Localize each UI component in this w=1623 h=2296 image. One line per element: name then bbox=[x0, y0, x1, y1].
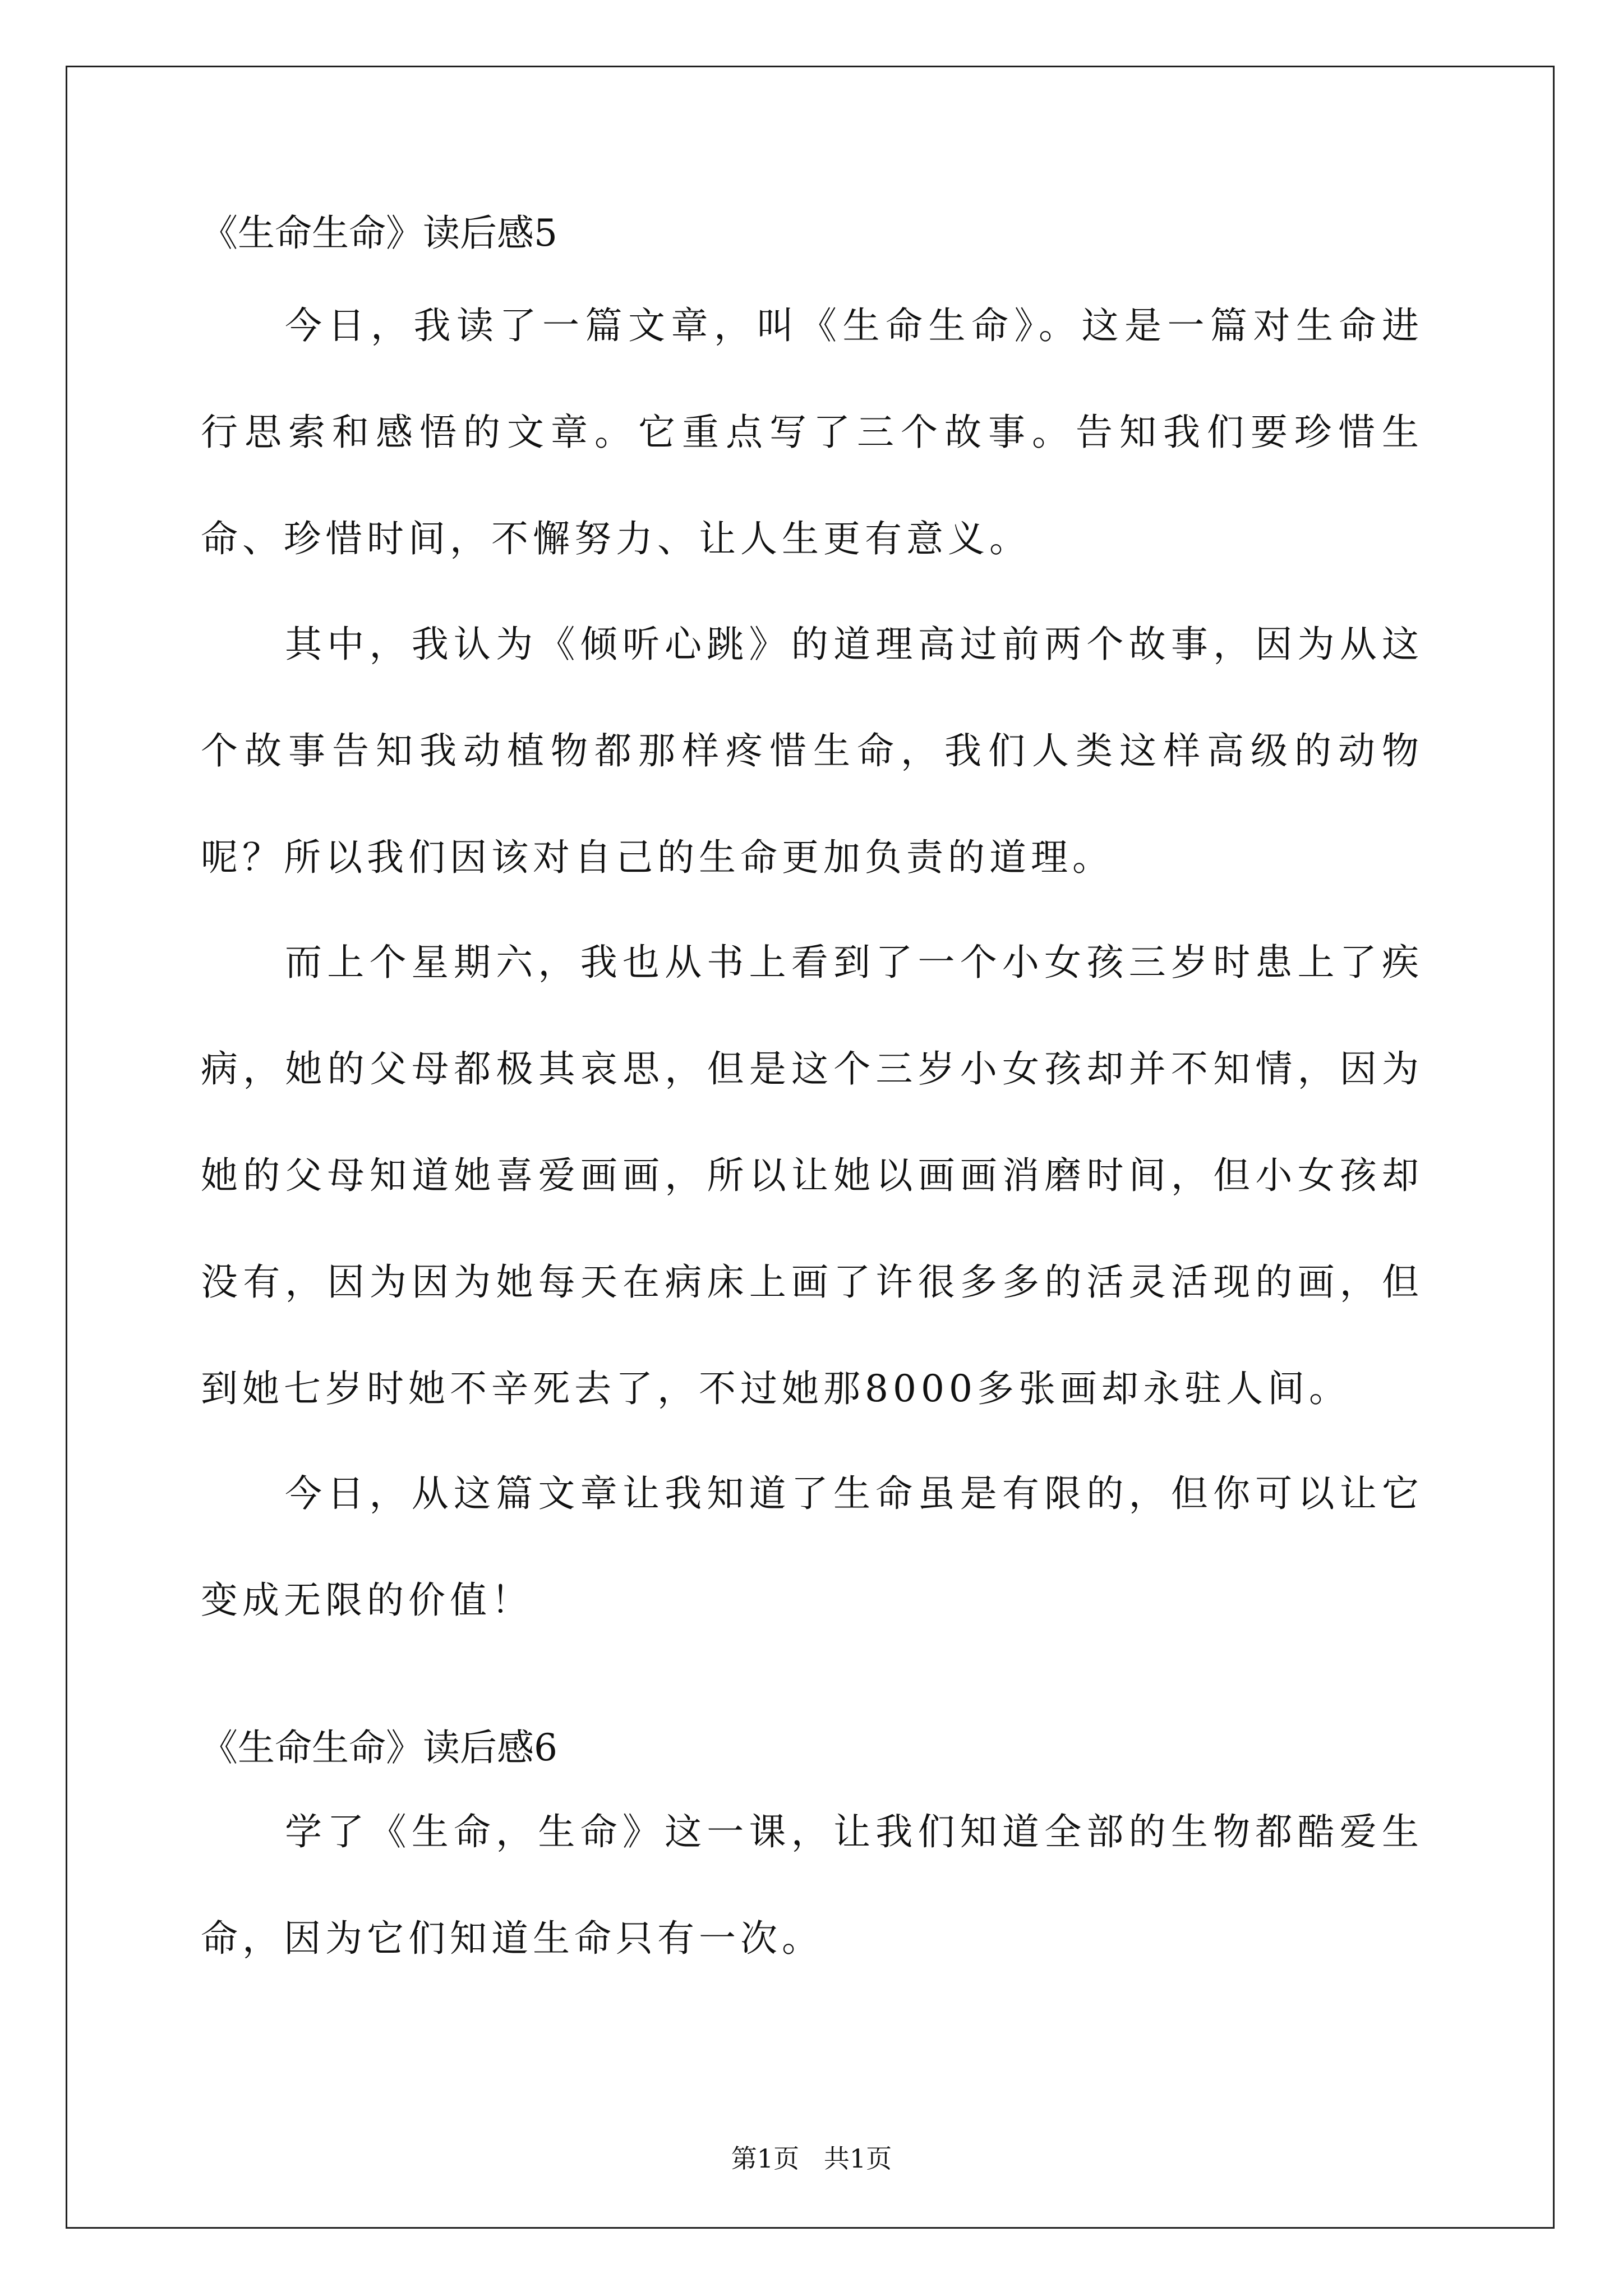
section-heading: 《生命生命》读后感5 bbox=[201, 211, 557, 255]
section-heading: 《生命生命》读后感6 bbox=[201, 1726, 557, 1769]
paragraph: 今日，从这篇文章让我知道了生命虽是有限的，但你可以让它变成无限的价值！ bbox=[201, 1472, 1423, 1622]
paragraph: 其中，我认为《倾听心跳》的道理高过前两个故事，因为从这个故事告知我动植物都那样疼惜生命，我们人类这样高级的动物呢？所以我们因该对自己的生命更加负责的道理。 bbox=[201, 623, 1423, 879]
paragraph: 而上个星期六，我也从书上看到了一个小女孩三岁时患上了疾病，她的父母都极其哀思，但是这个三岁小女孩却并不知情，因为她的父母知道她喜爱画画，所以让她以画画消磨时间，但小女孩却没有，因为因为她每天在病床上画了许很多多的活灵活现的画，但到她七岁时她不辛死去了，不过她那8000多张画却永驻人间。 bbox=[201, 941, 1423, 1410]
paragraph: 学了《生命，生命》这一课，让我们知道全部的生物都酷爱生命，因为它们知道生命只有一次。 bbox=[201, 1810, 1423, 1960]
page-footer: 第1页 共1页 bbox=[731, 2143, 892, 2174]
paragraph: 今日，我读了一篇文章，叫《生命生命》。这是一篇对生命进行思索和感悟的文章。它重点写了三个故事。告知我们要珍惜生命、珍惜时间，不懈努力、让人生更有意义。 bbox=[201, 304, 1423, 560]
